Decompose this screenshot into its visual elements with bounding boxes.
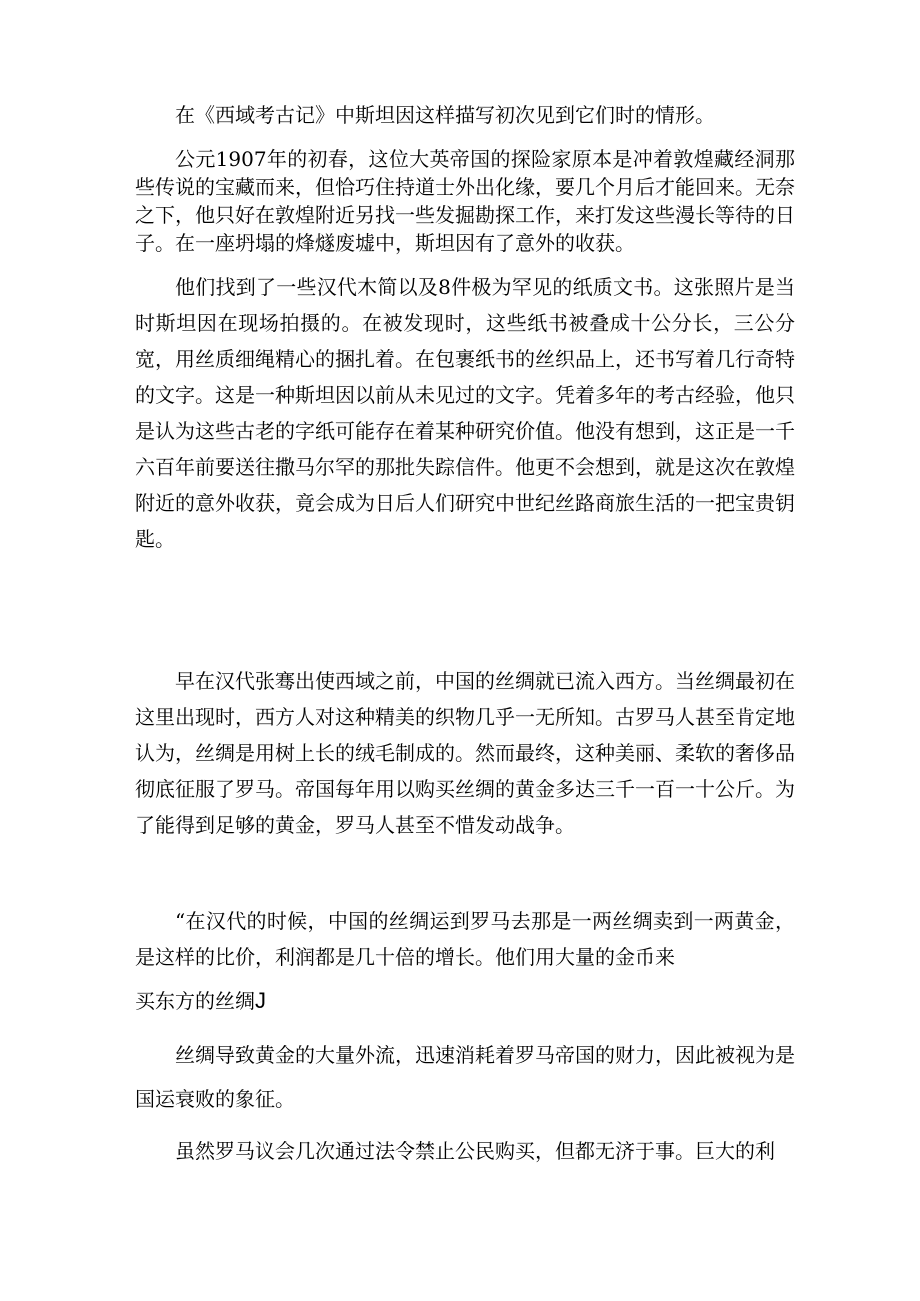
- paragraph-6: 丝绸导致黄金的大量外流，迅速消耗着罗马帝国的财力，因此被视为是国运衰败的象征。: [135, 1043, 795, 1111]
- paragraph-5-quote: “在汉代的时候，中国的丝绸运到罗马去那是一两丝绸卖到一两黄金，是这样的比价，利润都是几十倍的增长。他们用大量的金币来: [135, 909, 795, 969]
- paragraph-3: 他们找到了一些汉代木简以及8件极为罕见的纸质文书。这张照片是当时斯坦因在现场拍摄的。在被发现时，这些纸书被叠成十公分长，三公分宽，用丝质细绳精心的捆扎着。在包裹纸书的丝织品上，还书写着几行奇特的文字。这是一种斯坦因以前从未见过的文字。凭着多年的考古经验，他只是认为这些古老的字纸可能存在着某种研究价值。他没有想到，这正是一千六百年前要送往撒马尔罕的那批失踪信件。他更不会想到，就是这次在敦煌附近的意外收获，竟会成为日后人们研究中世纪丝路商旅生活的一把宝贵钥匙。: [135, 275, 795, 551]
- paragraph-5-quote-tail: [135, 983, 266, 1019]
- quote-tail-text: 买东方的丝绸: [135, 989, 255, 1013]
- paragraph-4: 早在汉代张骞出使西域之前，中国的丝绸就已流入西方。当丝绸最初在这里出现时，西方人对这种精美的织物几乎一无所知。古罗马人甚至肯定地认为，丝绸是用树上长的绒毛制成的。然而最终，这种美丽、柔软的奢侈品彻底征服了罗马。帝国每年用以购买丝绸的黄金多达三千一百一十公斤。为了能得到足够的黄金，罗马人甚至不惜发动战争。: [135, 669, 795, 837]
- paragraph-1: 在《西域考古记》中斯坦因这样描写初次见到它们时的情形。: [175, 103, 715, 127]
- quote-close-glyph: J: [255, 988, 266, 1013]
- paragraph-2: 公元1907年的初春，这位大英帝国的探险家原本是冲着敦煌藏经洞那些传说的宝藏而来，但恰巧住持道士外出化缘，要几个月后才能回来。无奈之下，他只好在敦煌附近另找一些发掘勘探工作，来打发这些漫长等待的日子。在一座坍塌的烽燧废墟中，斯坦因有了意外的收获。: [135, 147, 795, 255]
- paragraph-7: 虽然罗马议会几次通过法令禁止公民购买，但都无济于事。巨大的利: [175, 1139, 775, 1163]
